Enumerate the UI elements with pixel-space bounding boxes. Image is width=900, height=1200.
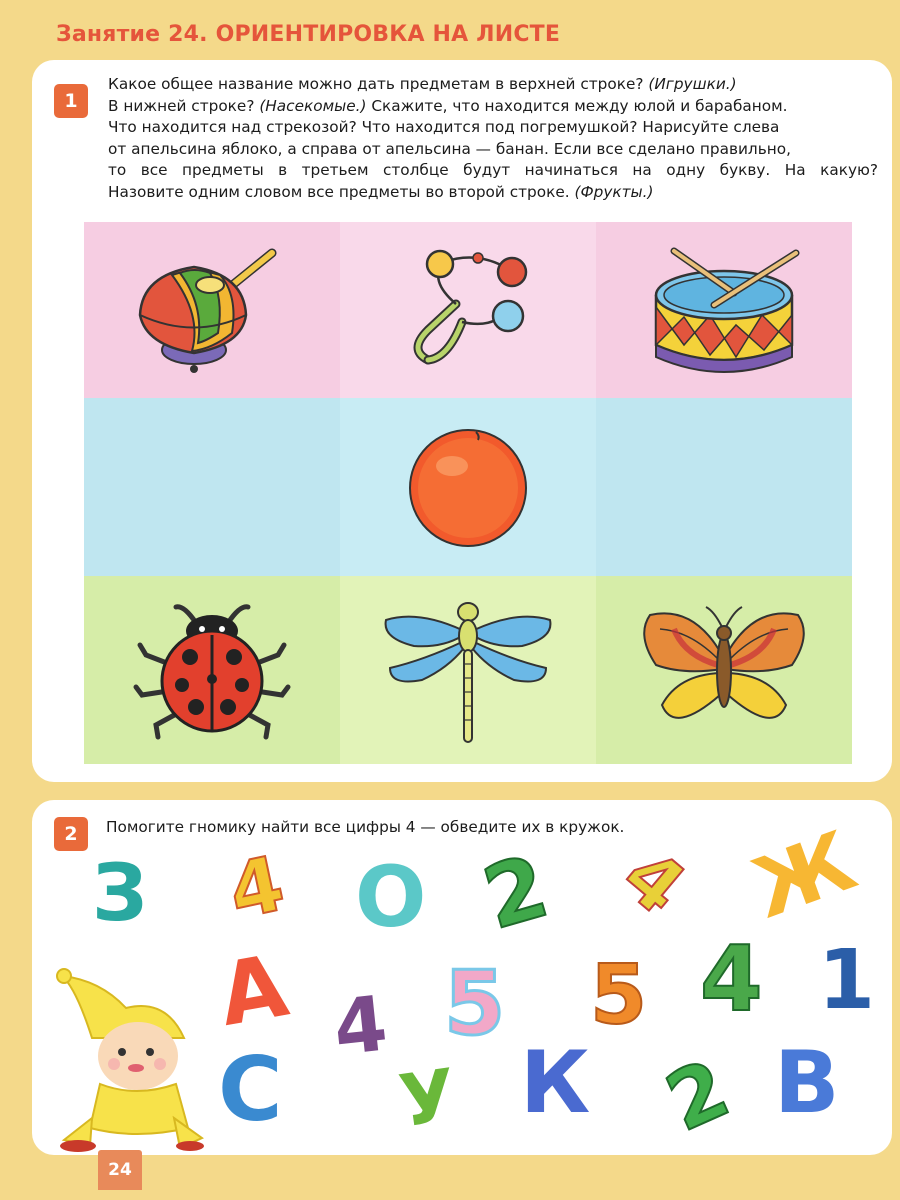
grid-cell-bottom-left[interactable] xyxy=(84,576,340,764)
glyph-ka[interactable]: К xyxy=(520,1033,591,1133)
glyph-zhe[interactable]: Ж xyxy=(740,813,868,938)
task-2-card xyxy=(32,800,892,1155)
task-number-badge: 2 xyxy=(54,817,88,851)
glyph-digit-5[interactable]: 5 xyxy=(590,948,648,1043)
grid-cell-middle-left[interactable] xyxy=(84,398,340,576)
task-1-line: В нижней строке? (Насекомые.) Скажите, что находится между юлой и барабаном. xyxy=(108,96,788,115)
glyph-digit-4[interactable]: 4 xyxy=(329,978,392,1073)
task-1-line: Что находится над стрекозой? Что находится под погремушкой? Нарисуйте слева xyxy=(108,118,780,136)
object-grid xyxy=(84,222,852,764)
glyph-o[interactable]: О xyxy=(355,848,427,946)
glyph-u[interactable]: У xyxy=(394,1052,462,1144)
grid-cell-top-center[interactable] xyxy=(340,222,596,398)
grid-cell-middle-right[interactable] xyxy=(596,398,852,576)
glyph-digit-2[interactable]: 2 xyxy=(653,1041,742,1150)
rattle-icon xyxy=(388,240,548,380)
grid-cell-top-left[interactable] xyxy=(84,222,340,398)
glyph-digit-2[interactable]: 2 xyxy=(473,836,559,950)
glyph-digit-4[interactable]: 4 xyxy=(606,832,702,932)
letters-and-digits-area xyxy=(32,800,892,1155)
lesson-title: Занятие 24. ОРИЕНТИРОВКА НА ЛИСТЕ xyxy=(56,22,561,47)
orange-icon xyxy=(398,422,538,552)
butterfly-icon xyxy=(634,595,814,745)
task-1-line: Назовите одним словом все предметы во второй строке. (Фрукты.) xyxy=(108,182,654,201)
task-number-badge: 1 xyxy=(54,84,88,118)
task-2-text: Помогите гномику найти все цифры 4 — обведите их в кружок. xyxy=(106,818,625,836)
glyph-digit-5[interactable]: 5 xyxy=(444,952,506,1055)
glyph-ze[interactable]: З xyxy=(92,849,148,939)
gnome-icon xyxy=(56,968,206,1153)
glyph-ve[interactable]: В xyxy=(774,1033,840,1133)
dragonfly-icon xyxy=(378,590,558,750)
spinning-top-icon xyxy=(132,245,292,375)
glyph-digit-4[interactable]: 4 xyxy=(700,927,763,1032)
task-1-line: от апельсина яблоко, а справа от апельсина — банан. Если все сделано правильно, xyxy=(108,139,791,158)
ladybug-icon xyxy=(132,595,292,745)
page-number: 24 xyxy=(98,1150,142,1190)
glyph-es[interactable]: С xyxy=(218,1038,283,1141)
task-1-line: Какое общее название можно дать предметам в верхней строке? (Игрушки.) xyxy=(108,75,737,93)
glyph-a[interactable]: А xyxy=(211,935,295,1047)
grid-cell-bottom-right[interactable] xyxy=(596,576,852,764)
glyph-digit-1[interactable]: 1 xyxy=(818,933,876,1028)
grid-cell-bottom-center[interactable] xyxy=(340,576,596,764)
task-1-text xyxy=(108,74,878,203)
drum-icon xyxy=(644,245,804,375)
task-1-line: то все предметы в третьем столбце будут начинаться на одну букву. На какую? xyxy=(108,161,878,179)
grid-cell-top-right[interactable] xyxy=(596,222,852,398)
grid-cell-middle-center[interactable] xyxy=(340,398,596,576)
glyph-digit-4[interactable]: 4 xyxy=(221,838,292,937)
